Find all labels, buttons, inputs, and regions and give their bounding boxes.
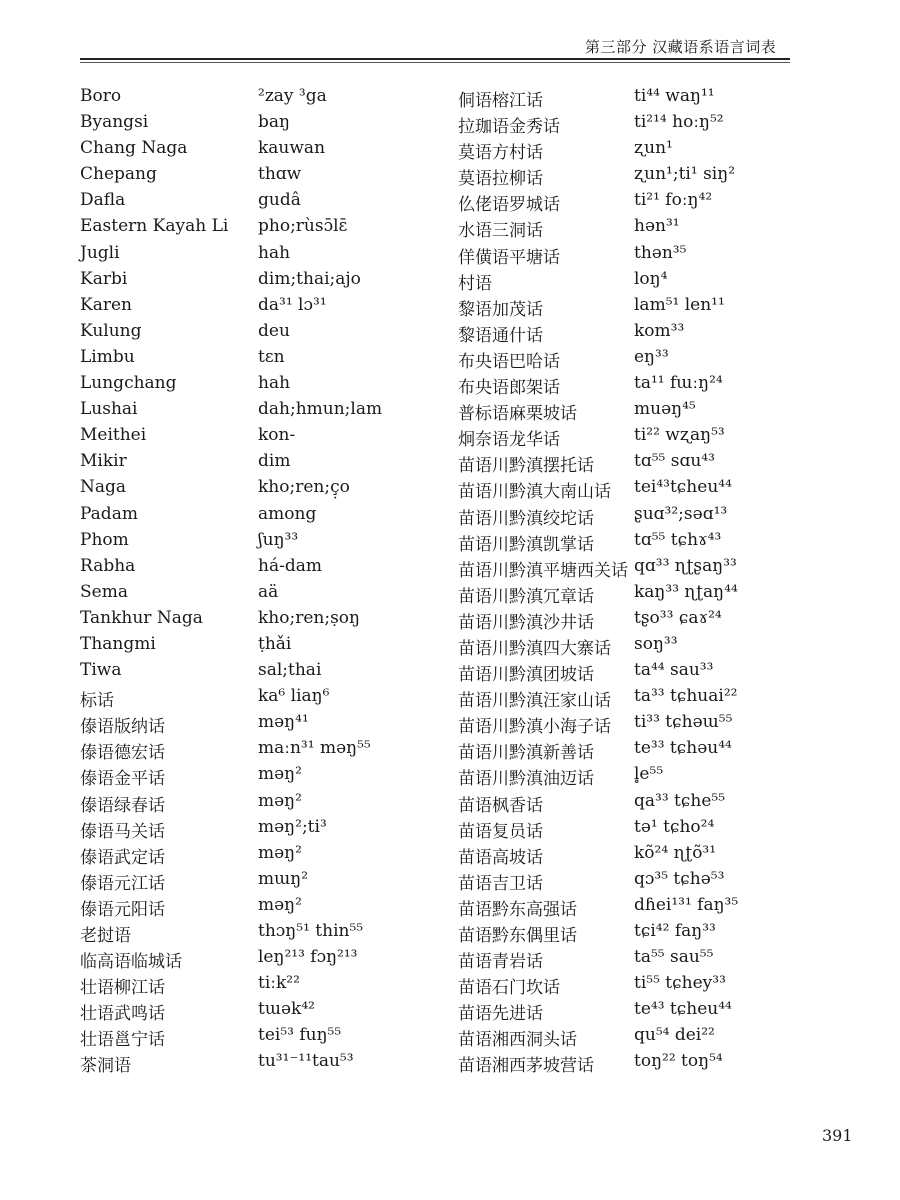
- entry-row: [458, 738, 798, 764]
- entry-row: [80, 373, 480, 399]
- entry-row: [80, 347, 480, 373]
- entry-row: [80, 1025, 480, 1051]
- entry-row: [80, 634, 480, 660]
- word-form: muəŋ⁴⁵: [634, 399, 696, 420]
- language-name: 苗语川黔滇油迈话: [458, 769, 594, 790]
- entry-row: [80, 608, 480, 634]
- language-name: 苗语川黔滇四大寨话: [458, 638, 611, 659]
- language-name: 黎语加茂话: [458, 299, 543, 320]
- word-form: kauwan: [258, 138, 326, 159]
- language-name: Padam: [80, 503, 138, 524]
- entry-row: [458, 164, 798, 190]
- word-form: maːn³¹ məŋ⁵⁵: [258, 738, 371, 759]
- word-form: hah: [258, 242, 291, 263]
- word-form: tɕi⁴² faŋ³³: [634, 921, 716, 941]
- word-form: loŋ⁴: [634, 268, 668, 289]
- word-form: ta⁴⁴ sau³³: [634, 660, 714, 681]
- word-form: tɯək⁴²: [258, 999, 315, 1020]
- entry-row: [458, 86, 798, 112]
- word-form: məŋ²: [258, 894, 302, 915]
- language-name: 黎语通什话: [458, 325, 543, 346]
- entry-row: [458, 921, 798, 947]
- word-form: dɦei¹³¹ faŋ³⁵: [634, 894, 739, 915]
- word-form: hah: [258, 373, 291, 394]
- word-form: qɔ³⁵ tɕhə⁵³: [634, 868, 725, 889]
- entry-row: [458, 243, 798, 269]
- language-name: 苗语青岩话: [458, 952, 543, 973]
- word-form: ʃuŋ³³: [258, 529, 299, 550]
- entry-row: [458, 712, 798, 738]
- language-name: 苗语川黔滇汪家山话: [458, 691, 611, 712]
- entry-row: [80, 738, 480, 764]
- entry-row: [458, 1051, 798, 1077]
- header-rule: [80, 58, 790, 60]
- language-name: Naga: [80, 477, 127, 498]
- language-name: 傣语马关话: [80, 821, 165, 842]
- word-form: ²zay ³ga: [258, 86, 327, 106]
- entry-row: [458, 190, 798, 216]
- word-form: qɑ³³ ɳʈʂaŋ³³: [634, 555, 737, 576]
- language-name: 佯僙语平塘话: [458, 247, 560, 268]
- entry-row: [458, 399, 798, 425]
- word-form: məŋ²: [258, 790, 302, 811]
- entry-row: [80, 947, 480, 973]
- language-name: 壮语柳江话: [80, 978, 165, 999]
- word-form: mɯŋ²: [258, 868, 309, 889]
- language-name: 傣语德宏话: [80, 743, 165, 764]
- word-form: pho;rùsɔ̄lɛ̄: [258, 216, 348, 237]
- language-name: 傣语绿春话: [80, 795, 165, 816]
- word-form: məŋ²: [258, 764, 302, 785]
- language-name: Eastern Kayah Li: [80, 216, 229, 237]
- word-form: kom³³: [634, 320, 685, 341]
- entry-row: [80, 817, 480, 843]
- word-form: tɑ⁵⁵ sɑu⁴³: [634, 451, 715, 472]
- language-name: 苗语川黔滇冗章话: [458, 586, 594, 607]
- entry-row: [80, 530, 480, 556]
- language-name: 布央语巴哈话: [458, 351, 560, 372]
- language-name: 苗语川黔滇沙井话: [458, 612, 594, 633]
- entry-row: [80, 425, 480, 451]
- language-name: 傣语武定话: [80, 847, 165, 868]
- entry-row: [80, 686, 480, 712]
- entry-row: [458, 451, 798, 477]
- word-form: gudâ: [258, 190, 301, 211]
- language-name: 普标语麻栗坡话: [458, 404, 577, 425]
- word-form: l̥e⁵⁵: [634, 764, 664, 785]
- language-name: 村语: [458, 273, 492, 294]
- language-name: Boro: [80, 86, 122, 106]
- word-form: ti⁴⁴ waŋ¹¹: [634, 86, 715, 106]
- language-name: 苗语先进话: [458, 1004, 543, 1025]
- entry-row: [80, 791, 480, 817]
- language-name: 傣语元阳话: [80, 899, 165, 920]
- entry-row: [80, 1051, 480, 1077]
- entry-row: [80, 138, 480, 164]
- running-header: 第三部分 汉藏语系语言词表: [585, 38, 777, 56]
- language-name: 苗语川黔滇绞坨话: [458, 508, 594, 529]
- language-name: Phom: [80, 529, 129, 550]
- language-name: 苗语湘西洞头话: [458, 1030, 577, 1051]
- word-form: toŋ²² toŋ⁵⁴: [634, 1051, 723, 1072]
- language-name: Meithei: [80, 425, 147, 446]
- language-name: 苗语高坡话: [458, 847, 543, 868]
- entry-row: [80, 112, 480, 138]
- language-name: Mikir: [80, 451, 127, 472]
- word-form: thən³⁵: [634, 242, 687, 263]
- entry-row: [458, 477, 798, 503]
- language-name: Rabha: [80, 555, 136, 576]
- word-form: dim: [258, 451, 291, 472]
- entry-row: [458, 947, 798, 973]
- entry-row: [80, 973, 480, 999]
- word-form: tə¹ tɕho²⁴: [634, 816, 715, 837]
- entry-row: [80, 921, 480, 947]
- language-name: 水语三洞话: [458, 221, 543, 242]
- language-name: Lungchang: [80, 373, 177, 394]
- word-form: tiːk²²: [258, 973, 300, 994]
- word-form: qu⁵⁴ dei²²: [634, 1025, 715, 1046]
- entry-row: [458, 347, 798, 373]
- entry-row: [80, 451, 480, 477]
- entry-row: [80, 164, 480, 190]
- language-name: Tankhur Naga: [80, 607, 203, 628]
- language-name: 傣语金平话: [80, 769, 165, 790]
- language-name: Kulung: [80, 320, 142, 341]
- word-form: kon-: [258, 425, 296, 446]
- word-form: sal;thai: [258, 660, 322, 681]
- language-name: 苗语湘西茅坡营话: [458, 1056, 594, 1077]
- entry-row: [80, 295, 480, 321]
- word-form: ti²² wʐaŋ⁵³: [634, 425, 725, 446]
- entry-row: [458, 999, 798, 1025]
- entry-row: [80, 660, 480, 686]
- entry-row: [458, 764, 798, 790]
- entry-row: [458, 556, 798, 582]
- word-form: ti⁵⁵ tɕhey³³: [634, 973, 726, 994]
- language-name: 苗语石门坎话: [458, 978, 560, 999]
- entry-row: [80, 321, 480, 347]
- word-form: among: [258, 503, 317, 524]
- entry-row: [80, 504, 480, 530]
- entry-row: [80, 869, 480, 895]
- entry-row: [80, 999, 480, 1025]
- word-form: məŋ⁴¹: [258, 712, 309, 733]
- language-name: 老挝语: [80, 926, 131, 946]
- word-form: thɔŋ⁵¹ thin⁵⁵: [258, 921, 364, 941]
- entry-row: [458, 373, 798, 399]
- entry-row: [458, 895, 798, 921]
- entry-row: [458, 295, 798, 321]
- word-form: ʐun¹: [634, 138, 673, 159]
- entry-row: [458, 869, 798, 895]
- entry-row: [458, 112, 798, 138]
- right-column: [458, 86, 798, 1078]
- word-form: soŋ³³: [634, 633, 678, 654]
- entry-row: [458, 660, 798, 686]
- word-form: ka⁶ liaŋ⁶: [258, 686, 330, 707]
- language-name: 拉珈语金秀话: [458, 117, 560, 138]
- entry-row: [458, 791, 798, 817]
- word-form: te⁴³ tɕheu⁴⁴: [634, 999, 732, 1020]
- language-name: 茶洞语: [80, 1056, 131, 1077]
- language-name: 临高语临城话: [80, 952, 182, 973]
- language-name: 苗语黔东高强话: [458, 899, 577, 920]
- word-form: ti²¹ foːŋ⁴²: [634, 190, 713, 211]
- word-form: aä: [258, 581, 279, 602]
- entry-row: [80, 399, 480, 425]
- word-form: kõ²⁴ ɳʈõ³¹: [634, 842, 717, 863]
- entry-row: [458, 321, 798, 347]
- word-form: kho;ren;ç̣o: [258, 477, 350, 498]
- entry-row: [458, 504, 798, 530]
- word-form: tei⁴³tɕheu⁴⁴: [634, 477, 732, 498]
- entry-row: [80, 190, 480, 216]
- language-name: Tiwa: [80, 660, 122, 681]
- entry-row: [458, 530, 798, 556]
- word-form: tɑ⁵⁵ tɕhɤ⁴³: [634, 529, 722, 550]
- word-form: kaŋ³³ ɳʈaŋ⁴⁴: [634, 581, 738, 602]
- word-form: tɛn: [258, 346, 285, 367]
- entry-row: [458, 216, 798, 242]
- word-form: lam⁵¹ len¹¹: [634, 294, 725, 315]
- language-name: 壮语邕宁话: [80, 1030, 165, 1051]
- language-name: 苗语枫香话: [458, 795, 543, 816]
- entry-row: [80, 556, 480, 582]
- language-name: Jugli: [80, 242, 120, 263]
- word-form: da³¹ lɔ³¹: [258, 294, 327, 315]
- language-name: 苗语黔东偶里话: [458, 926, 577, 946]
- word-form: ṭhǎi: [258, 633, 292, 654]
- entry-row: [458, 973, 798, 999]
- word-form: ʂuɑ³²;səɑ¹³: [634, 503, 728, 524]
- language-name: 傣语元江话: [80, 873, 165, 894]
- language-name: 苗语复员话: [458, 821, 543, 842]
- language-name: 苗语川黔滇团坡话: [458, 665, 594, 686]
- word-form: ta⁵⁵ sau⁵⁵: [634, 947, 714, 968]
- word-form: eŋ³³: [634, 346, 669, 367]
- word-form: kho;ren;ṣoŋ: [258, 607, 360, 628]
- entry-row: [80, 216, 480, 242]
- entry-row: [458, 269, 798, 295]
- language-name: 炯奈语龙华话: [458, 430, 560, 451]
- entry-row: [80, 764, 480, 790]
- language-name: 苗语川黔滇摆托话: [458, 456, 594, 477]
- entry-row: [80, 582, 480, 608]
- entry-row: [80, 243, 480, 269]
- entry-row: [80, 843, 480, 869]
- entry-row: [80, 712, 480, 738]
- language-name: 壮语武鸣话: [80, 1004, 165, 1025]
- language-name: 莫语拉柳话: [458, 169, 543, 190]
- language-name: 傣语版纳话: [80, 717, 165, 738]
- entry-row: [458, 686, 798, 712]
- language-name: 苗语川黔滇新善话: [458, 743, 594, 764]
- language-name: Dafla: [80, 190, 126, 211]
- entry-row: [458, 843, 798, 869]
- page-number: 391: [822, 1126, 853, 1145]
- language-name: Karen: [80, 294, 132, 315]
- language-name: Byangsi: [80, 112, 149, 133]
- language-name: 莫语方村话: [458, 143, 543, 164]
- word-form: baŋ: [258, 112, 290, 133]
- word-form: ta¹¹ fɯːŋ²⁴: [634, 373, 723, 394]
- language-name: 标话: [80, 691, 114, 712]
- word-form: məŋ²;ti³: [258, 816, 327, 837]
- word-form: tei⁵³ fuŋ⁵⁵: [258, 1025, 342, 1046]
- word-form: ti³³ tɕhəɯ⁵⁵: [634, 712, 733, 733]
- word-form: məŋ²: [258, 842, 302, 863]
- word-form: hən³¹: [634, 216, 680, 237]
- word-form: dim;thai;ajo: [258, 268, 361, 289]
- language-name: Sema: [80, 581, 128, 602]
- word-form: tʂo³³ ɕaɤ²⁴: [634, 607, 722, 628]
- language-name: 苗语吉卫话: [458, 873, 543, 894]
- word-form: qa³³ tɕhe⁵⁵: [634, 790, 726, 811]
- word-form: te³³ tɕhəu⁴⁴: [634, 738, 732, 759]
- language-name: 布央语郎架话: [458, 378, 560, 399]
- left-column: [80, 86, 480, 1078]
- word-form: leŋ²¹³ fɔŋ²¹³: [258, 947, 358, 968]
- entry-row: [458, 608, 798, 634]
- entry-row: [80, 895, 480, 921]
- entry-row: [458, 634, 798, 660]
- language-name: 苗语川黔滇小海子话: [458, 717, 611, 738]
- entry-row: [80, 269, 480, 295]
- language-name: 侗语榕江话: [458, 91, 543, 111]
- word-form: ta³³ tɕhuai²²: [634, 686, 738, 707]
- language-name: 苗语川黔滇凯掌话: [458, 534, 594, 555]
- language-name: Chepang: [80, 164, 157, 185]
- header-rule-thin: [80, 62, 790, 63]
- entry-row: [458, 582, 798, 608]
- word-form: ʐun¹;ti¹ siŋ²: [634, 164, 736, 185]
- language-name: 仫佬语罗城话: [458, 195, 560, 216]
- entry-row: [458, 1025, 798, 1051]
- language-name: 苗语川黔滇平塘西关话: [458, 560, 628, 581]
- language-name: 苗语川黔滇大南山话: [458, 482, 611, 503]
- word-form: thɑw: [258, 164, 302, 185]
- word-form: dah;hmun;lam: [258, 399, 383, 420]
- language-name: Thangmi: [80, 633, 156, 654]
- language-name: Karbi: [80, 268, 128, 289]
- word-form: há-dam: [258, 555, 322, 576]
- entry-row: [80, 477, 480, 503]
- entry-row: [458, 817, 798, 843]
- language-name: Lushai: [80, 399, 138, 420]
- entry-row: [80, 86, 480, 112]
- language-name: Chang Naga: [80, 138, 188, 159]
- word-form: ti²¹⁴ hoːŋ⁵²: [634, 112, 724, 133]
- entry-row: [458, 425, 798, 451]
- word-form: deu: [258, 320, 290, 341]
- word-form: tu³¹⁻¹¹tau⁵³: [258, 1051, 354, 1072]
- language-name: Limbu: [80, 346, 135, 367]
- entry-row: [458, 138, 798, 164]
